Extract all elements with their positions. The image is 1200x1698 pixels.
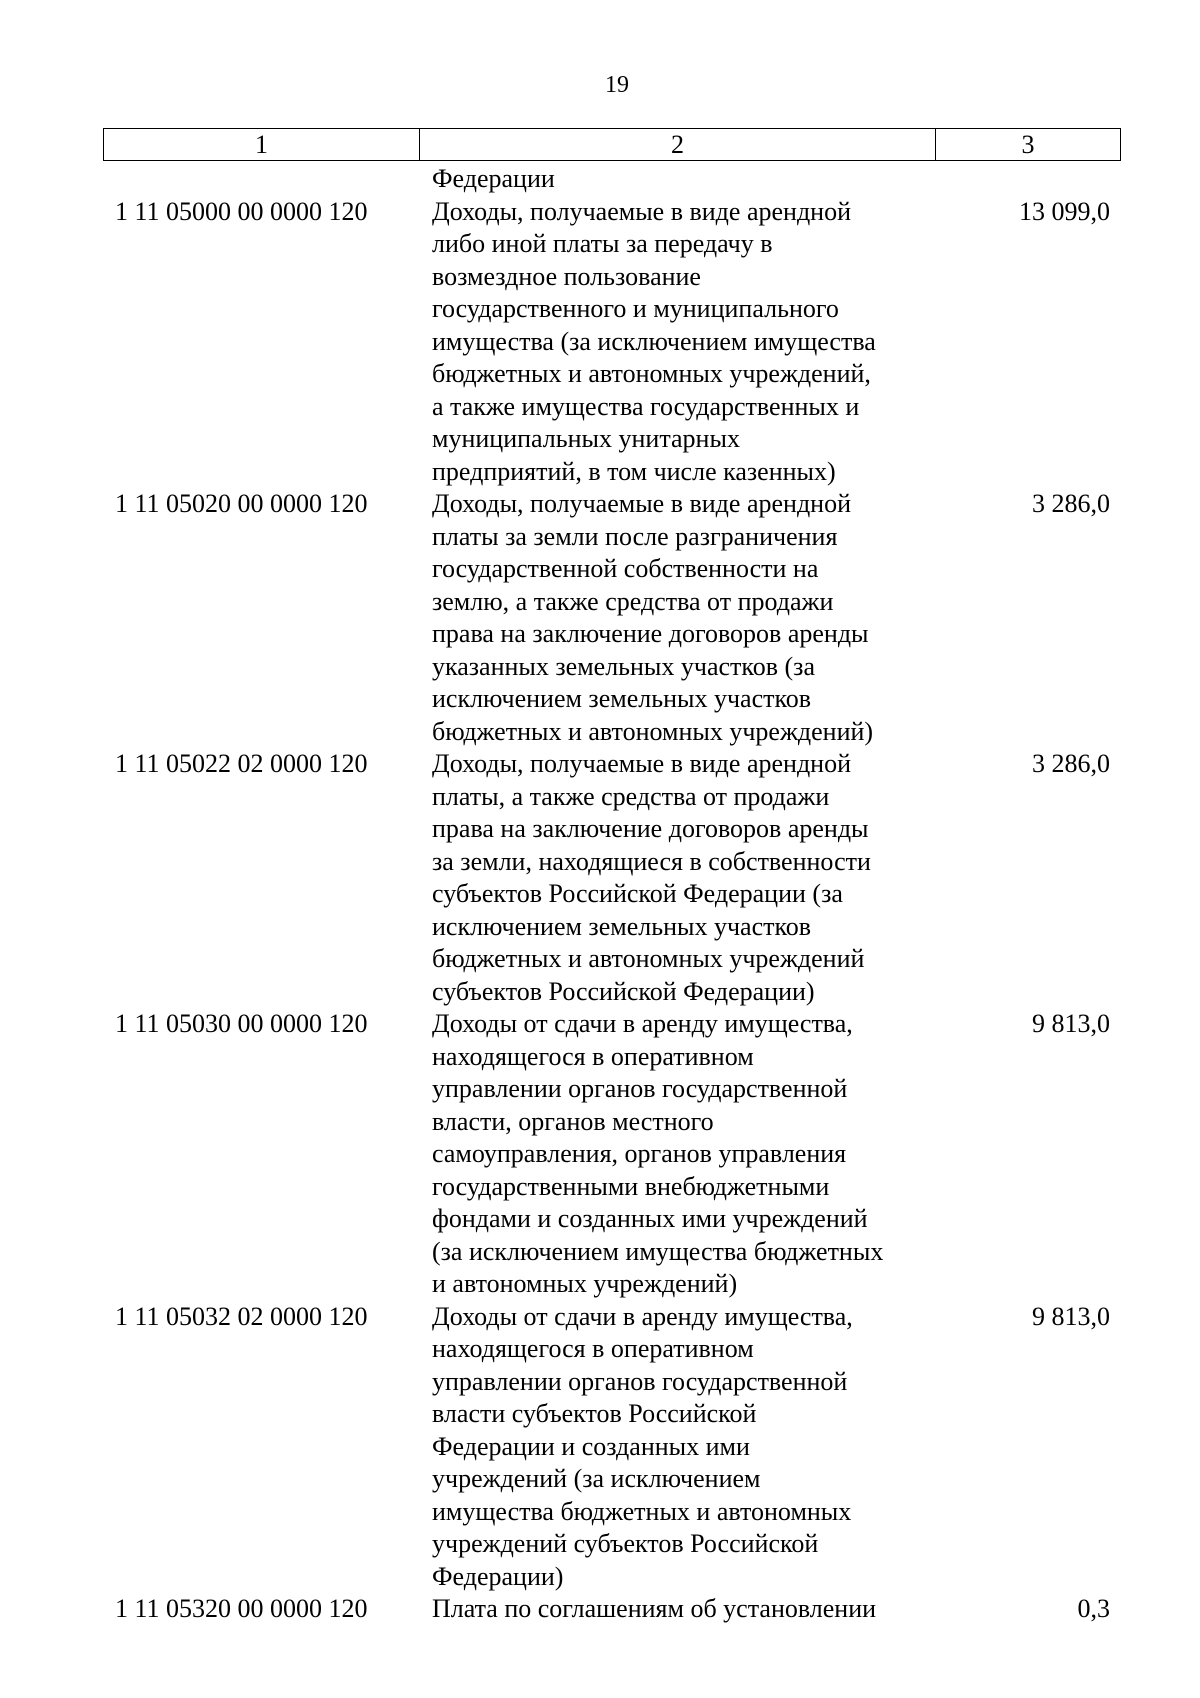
row-value: 0,3 [1077, 1594, 1110, 1623]
header-col-1: 1 [104, 129, 420, 160]
row-code: 1 11 05320 00 0000 120 [115, 1594, 368, 1623]
row-name: Доходы, получаемые в виде арендной платы, а также средства от продажи права на заключение договоров аренды за земли, находящиеся в собственности субъектов Российской Федерации (за исключением земельных участков бюджетных и автономных учреждений субъектов Российской Федерации) [432, 749, 871, 1006]
page-number: 19 [605, 72, 629, 98]
row-name: Федерации [432, 164, 555, 193]
row-name: Доходы от сдачи в аренду имущества, находящегося в оперативном управлении органов государственной власти субъектов Российской Федерации и созданных ими учреждений (за исключением имущества бюджетных и автономных учреждений субъектов Российской Федерации) [432, 1301, 853, 1591]
row-name: Плата по соглашениям об установлении [432, 1594, 877, 1623]
row-name: Доходы, получаемые в виде арендной либо иной платы за передачу в возмездное пользование государственного и муниципального имущества (за исключением имущества бюджетных и автономных учреждений, а также имущества государственных и муниципальных унитарных предприятий, в том числе казенных) [432, 196, 876, 486]
row-code: 1 11 05030 00 0000 120 [115, 1009, 368, 1038]
row-value: 9 813,0 [1032, 1009, 1110, 1038]
row-code: 1 11 05022 02 0000 120 [115, 749, 368, 778]
row-code: 1 11 05032 02 0000 120 [115, 1301, 368, 1331]
table-header [103, 128, 1121, 161]
table-row [103, 488, 1121, 748]
table-row [103, 1008, 1121, 1301]
row-code: 1 11 05020 00 0000 120 [115, 489, 368, 518]
header-col-2: 2 [420, 129, 936, 160]
row-name: Доходы от сдачи в аренду имущества, находящегося в оперативном управлении органов государственной власти, органов местного самоуправления, органов управления государственными внебюджетными фондами и созданных ими учреждений (за исключением имущества бюджетных и автономных учреждений) [432, 1009, 884, 1298]
row-value: 13 099,0 [1019, 196, 1110, 226]
row-value: 3 286,0 [1032, 489, 1110, 518]
table-row [103, 163, 1121, 196]
table-row [103, 1593, 1121, 1626]
row-name: Доходы, получаемые в виде арендной платы за земли после разграничения государственной собственности на землю, а также средства от продажи права на заключение договоров аренды указанных земельных участков (за исключением земельных участков бюджетных и автономных учреждений) [432, 489, 874, 746]
table-body [103, 163, 1121, 1626]
table-row [103, 748, 1121, 1008]
row-value: 3 286,0 [1032, 749, 1110, 778]
table-row [103, 1301, 1121, 1594]
row-value: 9 813,0 [1032, 1301, 1110, 1331]
table-row [103, 196, 1121, 489]
row-code: 1 11 05000 00 0000 120 [115, 196, 368, 226]
header-col-3: 3 [1021, 130, 1035, 159]
